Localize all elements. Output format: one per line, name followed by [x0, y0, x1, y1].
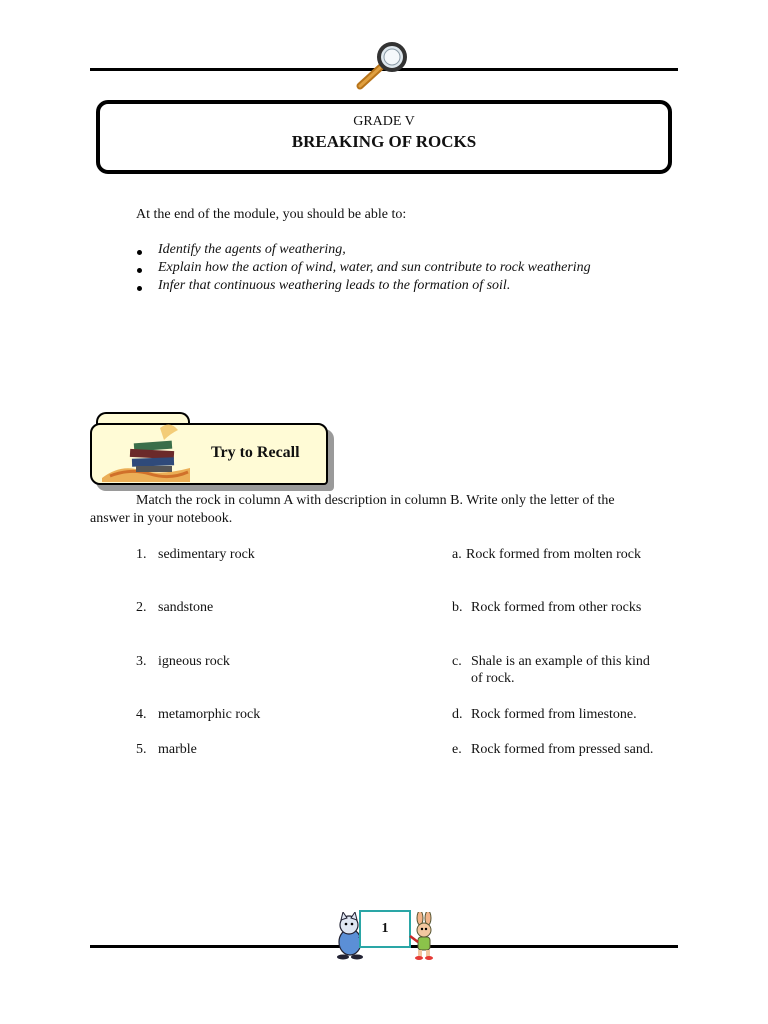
objective-item: Infer that continuous weathering leads to the formation of soil. [158, 278, 511, 293]
page-number: 1 [359, 910, 411, 948]
bullet-dot [137, 250, 142, 255]
intro-text: At the end of the module, you should be able to: [136, 207, 407, 222]
item-number: 2. [136, 600, 147, 615]
column-b-item: Rock formed from other rocks [471, 600, 642, 615]
item-letter: a. [452, 547, 462, 562]
column-b-item: Shale is an example of this kind [471, 654, 650, 669]
item-number: 4. [136, 707, 147, 722]
column-b-item: Rock formed from limestone. [471, 707, 637, 722]
objective-item: Identify the agents of weathering, [158, 242, 346, 257]
item-letter: b. [452, 600, 463, 615]
bullet-dot [137, 286, 142, 291]
column-a-item: metamorphic rock [158, 707, 261, 722]
item-letter: c. [452, 654, 462, 669]
item-letter: e. [452, 742, 462, 757]
column-b-item: Rock formed from pressed sand. [471, 742, 654, 757]
column-a-item: igneous rock [158, 654, 230, 669]
instruction-line: answer in your notebook. [90, 511, 233, 526]
bullet-dot [137, 268, 142, 273]
item-number: 5. [136, 742, 147, 757]
objective-item: Explain how the action of wind, water, and sun contribute to rock weathering [158, 260, 591, 275]
section-title: Try to Recall [211, 444, 300, 461]
title-box [96, 100, 672, 174]
column-a-item: sedimentary rock [158, 547, 255, 562]
item-number: 1. [136, 547, 147, 562]
rabbit-mascot-icon [406, 912, 438, 960]
instruction-line: Match the rock in column A with description in column B. Write only the letter of the [136, 493, 615, 508]
grade-label: GRADE V [353, 114, 415, 129]
module-title: BREAKING OF ROCKS [291, 132, 477, 151]
item-letter: d. [452, 707, 463, 722]
magnifying-glass-icon [352, 42, 414, 90]
column-a-item: marble [158, 742, 197, 757]
column-b-item: Rock formed from molten rock [466, 547, 641, 562]
column-a-item: sandstone [158, 600, 214, 615]
item-number: 3. [136, 654, 147, 669]
books-icon [100, 418, 192, 482]
column-b-item-continued: of rock. [471, 671, 515, 686]
